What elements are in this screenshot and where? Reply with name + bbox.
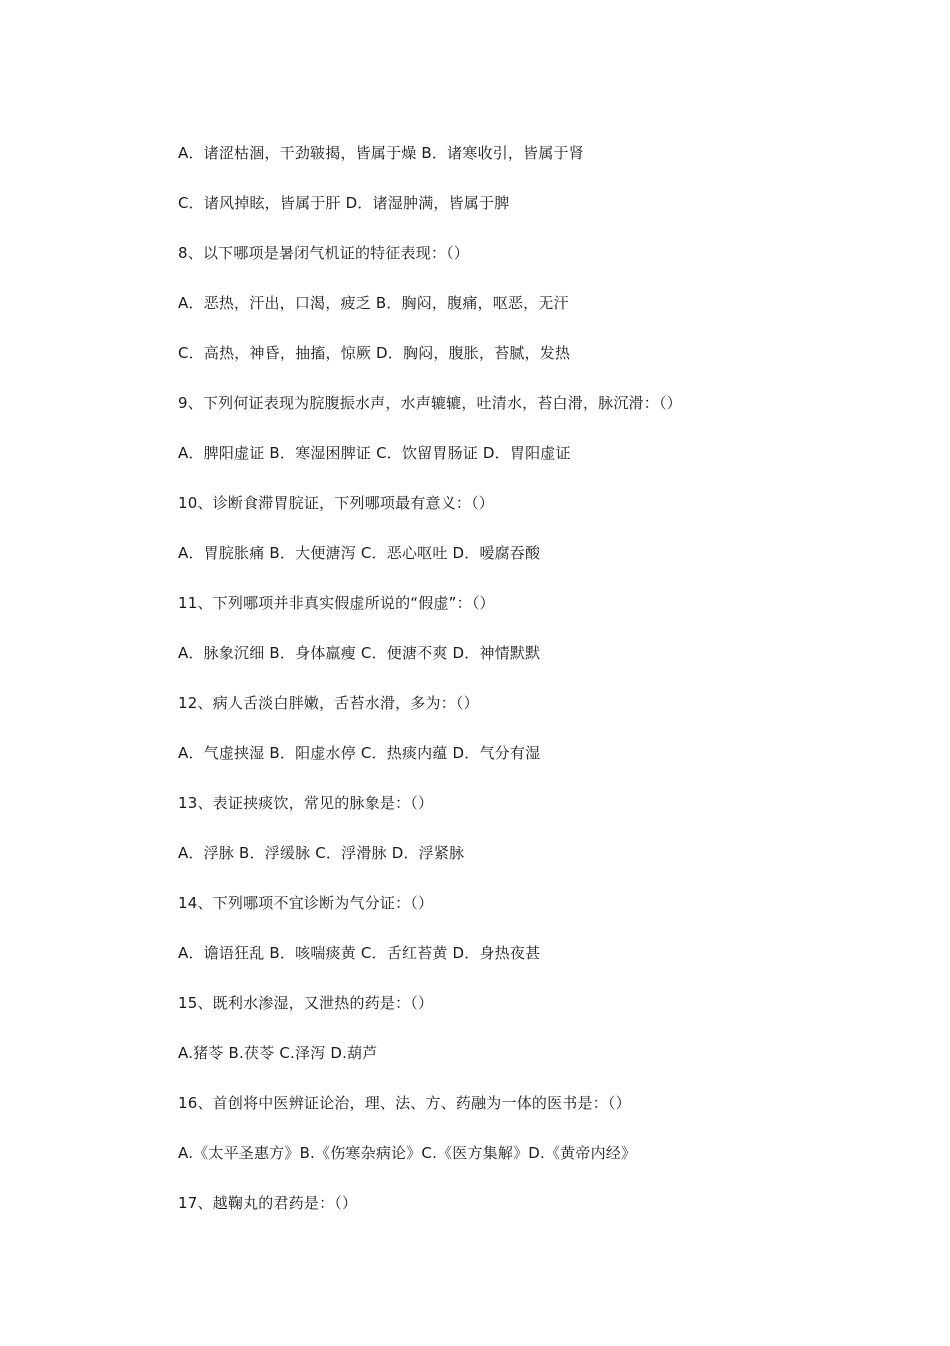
question-line: 10、诊断食滞胃脘证，下列哪项最有意义：（） xyxy=(178,494,494,512)
option-line: A．浮脉 B．浮缓脉 C．浮滑脉 D．浮紧脉 xyxy=(178,844,465,862)
option-line: C．高热，神昏，抽搐，惊厥 D．胸闷，腹胀，苔腻，发热 xyxy=(178,344,571,362)
question-line: 15、既利水渗湿，又泄热的药是：（） xyxy=(178,994,434,1012)
question-line: 16、首创将中医辨证论治，理、法、方、药融为一体的医书是：（） xyxy=(178,1094,631,1112)
option-line: A.猪苓 B.茯苓 C.泽泻 D.葫芦 xyxy=(178,1044,378,1062)
option-line: A．恶热，汗出，口渴，疲乏 B．胸闷，腹痛，呕恶，无汗 xyxy=(178,294,569,312)
option-line: A．气虚挟湿 B．阳虚水停 C．热痰内蕴 D．气分有湿 xyxy=(178,744,541,762)
question-line: 14、下列哪项不宜诊断为气分证：（） xyxy=(178,894,434,912)
question-line: 8、以下哪项是暑闭气机证的特征表现：（） xyxy=(178,244,470,262)
question-list xyxy=(178,142,898,1242)
option-line: A．脉象沉细 B．身体羸瘦 C．便溏不爽 D．神情默默 xyxy=(178,644,541,662)
option-line: A.《太平圣惠方》B.《伤寒杂病论》C.《医方集解》D.《黄帝内经》 xyxy=(178,1144,637,1162)
option-line: A．脾阳虚证 B．寒湿困脾证 C．饮留胃肠证 D．胃阳虚证 xyxy=(178,444,571,462)
question-line: 9、下列何证表现为脘腹振水声，水声辘辘，吐清水，苔白滑，脉沉滑：（） xyxy=(178,394,682,412)
option-line: A．胃脘胀痛 B．大便溏泻 C．恶心呕吐 D．嗳腐吞酸 xyxy=(178,544,541,562)
option-line: C．诸风掉眩，皆属于肝 D．诸湿肿满，皆属于脾 xyxy=(178,194,510,212)
question-line: 11、下列哪项并非真实假虚所说的“假虚”：（） xyxy=(178,594,495,612)
question-line: 17、越鞠丸的君药是：（） xyxy=(178,1194,358,1212)
option-line: A．诸涩枯涸，干劲皲揭，皆属于燥 B．诸寒收引，皆属于肾 xyxy=(178,144,584,162)
question-line: 13、表证挟痰饮，常见的脉象是：（） xyxy=(178,794,434,812)
option-line: A．谵语狂乱 B．咳喘痰黄 C．舌红苔黄 D．身热夜甚 xyxy=(178,944,541,962)
question-line: 12、病人舌淡白胖嫩，舌苔水滑，多为：（） xyxy=(178,694,479,712)
